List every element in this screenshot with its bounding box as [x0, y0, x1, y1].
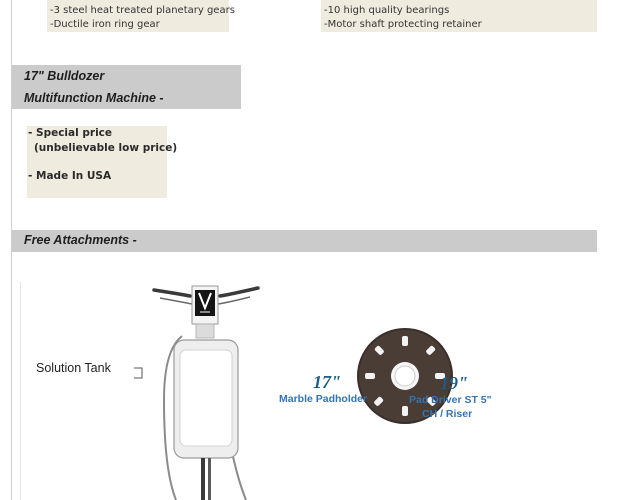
- spec-line: -Ductile iron ring gear: [50, 19, 160, 30]
- padholder-size-label: 17": [313, 372, 341, 392]
- promo-low-price: (unbelievable low price): [34, 142, 178, 154]
- spec-line: -3 steel heat treated planetary gears: [50, 5, 235, 16]
- attachments-section-header: [12, 230, 597, 252]
- bearing-specs-box: [321, 0, 597, 32]
- section-title-line1: 17" Bulldozer: [24, 69, 105, 83]
- image-frame-line: [20, 282, 21, 500]
- bulldozer-section-header: [12, 65, 241, 109]
- promo-special-price: - Special price: [28, 127, 113, 139]
- spec-line: -Motor shaft protecting retainer: [324, 19, 482, 30]
- floor-machine-image: [120, 280, 270, 500]
- promo-made-in-usa: - Made In USA: [28, 170, 112, 182]
- solution-tank-label: Solution Tank: [36, 361, 111, 375]
- gear-specs-box: [47, 0, 235, 32]
- attachments-title: Free Attachments -: [24, 233, 137, 247]
- padholder-caption: Marble Padholder: [279, 393, 368, 405]
- section-title-line2: Multifunction Machine -: [24, 91, 164, 105]
- spec-line: -10 high quality bearings: [324, 5, 450, 16]
- pad-driver-caption-line2: CH / Riser: [422, 408, 473, 420]
- pad-driver-size-label: 19": [440, 373, 468, 393]
- promo-box: [27, 126, 178, 198]
- pad-driver-caption-line1: Pad Driver ST 5": [409, 394, 492, 406]
